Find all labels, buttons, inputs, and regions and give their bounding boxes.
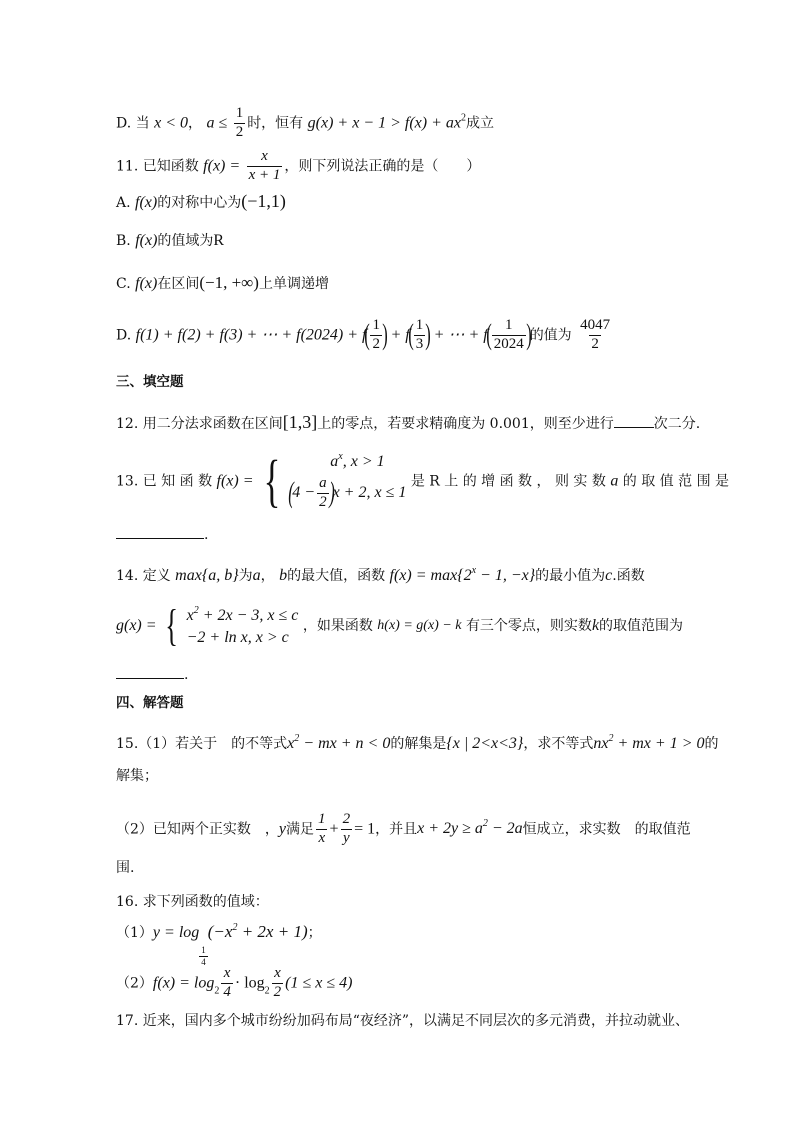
q16-part1 xyxy=(116,923,322,968)
math: (−1,1) xyxy=(241,191,286,211)
q12 xyxy=(116,413,700,431)
text: 是 R 上 的 增 函 数 ， 则 实 数 xyxy=(410,473,606,490)
math: c xyxy=(605,567,613,584)
fraction: $\frac{x}{4}$ xyxy=(223,965,231,1000)
math: (−1, +∞) xyxy=(199,273,259,292)
math: y = log xyxy=(152,924,200,941)
answer-blank[interactable] xyxy=(116,538,204,539)
fraction: $\frac{1}{3}$ xyxy=(415,317,424,352)
section-heading-solve: 四、解答题 xyxy=(116,695,184,711)
text: ， xyxy=(260,568,275,584)
text: 的最小值为 xyxy=(535,568,606,584)
math: · log xyxy=(234,974,265,992)
left-brace: { xyxy=(165,601,178,650)
text: .函数 xyxy=(612,568,645,584)
math: g(x) = xyxy=(116,617,157,634)
fraction: $\frac{x}{2}$ xyxy=(273,965,282,1000)
text: 13. 已 知 函 数 xyxy=(116,473,213,490)
math: x < 0 xyxy=(154,114,188,132)
q15-part2: （2）已知两个正实数 ，y满足 $\frac{1}{x}$ + $\frac{2}{y}$ = 1，并且$x + 2y \ge a^2 - 2a$恒成立，求实数 的取值范 xyxy=(116,811,691,846)
q14-line1 xyxy=(116,566,645,584)
fraction: $\frac{1}{2}$ xyxy=(235,105,244,140)
option-label: B. xyxy=(116,233,131,249)
math: g(x) + x − 1 > f(x) + ax xyxy=(307,114,461,132)
fraction: $\frac{1}{2024}$ xyxy=(493,317,524,352)
math: a xyxy=(610,472,619,490)
log-base: 2 xyxy=(214,985,220,997)
text: 的解集是 xyxy=(390,736,447,752)
math: h(x) = g(x) − k xyxy=(377,618,462,633)
math: a ≤ xyxy=(206,114,228,132)
math: f(1) + f(2) + f(3) + ⋯ + f(2024) + f xyxy=(135,326,367,344)
q11-option-d: D. f(1) + f(2) + f(3) + ⋯ + f(2024) + f( $\frac{1}{2}$ ) + f( $\frac{1}{3}$ ) + ⋯ + f( $\frac{1}{2024}$ )的值为 $\frac{4047}{2}$ xyxy=(116,317,611,352)
math: + ⋯ + f xyxy=(433,326,488,344)
q14-answer-line xyxy=(116,668,188,682)
math: {$2^x - 1$, −x} xyxy=(457,565,536,584)
text: . xyxy=(184,667,189,683)
math: [1,3] xyxy=(282,412,318,432)
text: ， xyxy=(188,115,202,132)
section-heading-fill-blank: 三、填空题 xyxy=(116,374,184,390)
text: （2）已知两个正实数 ， xyxy=(116,821,279,838)
text: 恒成立，求实数 的取值范 xyxy=(522,821,691,838)
math: $(-x^2 + 2x + 1)$ xyxy=(207,922,308,941)
q13 xyxy=(116,448,730,514)
math: $nx^2$ + mx + 1 > 0 xyxy=(593,733,705,752)
text: ，求不等式 xyxy=(523,736,594,752)
answer-blank[interactable] xyxy=(614,427,654,428)
text: （2） xyxy=(116,975,153,992)
text: 有三个零点，则实数 xyxy=(465,618,592,634)
text: 次二分. xyxy=(653,416,701,432)
math: f(x) = xyxy=(216,472,254,490)
q15-part1-cont: 解集； xyxy=(116,768,158,784)
answer-blank[interactable] xyxy=(116,678,184,679)
math: k xyxy=(591,617,600,634)
text: 的对称中心为 xyxy=(157,195,242,211)
text: 15.（1）若关于 的不等式 xyxy=(116,736,288,752)
exponent: 2 xyxy=(461,112,466,124)
text: 12. 用二分法求函数在区间 xyxy=(116,416,283,432)
text: 成立 xyxy=(466,115,494,132)
math: + f xyxy=(390,326,410,344)
math: $x + 2y \ge a^2 - 2a$ xyxy=(417,818,523,838)
math: f(x) xyxy=(135,232,158,249)
q16-stem: 16. 求下列函数的值域： xyxy=(116,894,269,910)
text: 时，恒有 xyxy=(247,115,304,132)
text: ，并且 xyxy=(375,821,418,838)
q11-option-b xyxy=(116,233,224,249)
math: max{a, b} xyxy=(175,567,239,584)
math: f(x) = log xyxy=(152,974,215,992)
text: 的值为 xyxy=(529,327,572,344)
math: {x | 2<x<3} xyxy=(446,735,524,752)
option-label: C. xyxy=(116,276,131,292)
q14-line2 xyxy=(116,601,684,650)
math: f(x) = max xyxy=(389,567,458,584)
math: b xyxy=(279,567,288,584)
text: ，则下列说法正确的是（ ） xyxy=(284,158,481,175)
text: 满足 xyxy=(286,821,315,838)
q10-option-d xyxy=(116,106,494,141)
text: 的 xyxy=(704,736,719,752)
log-base: 2 xyxy=(264,985,270,997)
text: D. 当 xyxy=(116,115,150,132)
q11-option-c xyxy=(116,274,329,292)
text: 的值域为 xyxy=(157,233,214,249)
fraction: $\frac{4047}{2}$ xyxy=(580,317,611,352)
piecewise-cases: $x^2 + 2x - 3$, x ≤ c −2 + ln x, x > c xyxy=(186,605,299,646)
option-label: D. xyxy=(116,327,132,344)
q11-stem xyxy=(116,149,480,184)
text: ，如果函数 xyxy=(302,618,373,634)
math: $x^2$ − mx + n < 0 xyxy=(287,733,391,752)
math: = 1 xyxy=(354,820,376,838)
math: f(x) = xyxy=(203,157,241,175)
text: 的 取 值 范 围 是 xyxy=(622,473,730,490)
fraction: $\frac{2}{y}$ xyxy=(342,811,351,846)
q17-stem: 17. 近来，国内多个城市纷纷加码布局“夜经济”，以满足不同层次的多元消费，并拉动就业、 xyxy=(116,1013,690,1029)
text: 上的零点，若要求精确度为 0.001，则至少进行 xyxy=(317,416,614,432)
q15-part1 xyxy=(116,734,718,752)
text: 为 xyxy=(238,568,253,584)
fraction: $\frac{x}{x + 1}$ xyxy=(248,148,281,183)
text: 上单调递增 xyxy=(258,276,329,292)
log-base: $\frac{1}{4}$ xyxy=(201,945,206,968)
fraction: $\frac{1}{2}$ xyxy=(372,317,380,352)
math: R xyxy=(213,232,225,249)
q15-part2-cont: 围. xyxy=(116,860,135,876)
math: f(x) xyxy=(135,275,158,292)
text: . xyxy=(204,527,209,543)
math: (1 ≤ x ≤ 4) xyxy=(285,974,353,992)
fraction: $\frac{1}{x}$ xyxy=(318,811,326,846)
math: f(x) xyxy=(135,194,158,211)
text: 14. 定义 xyxy=(116,568,171,584)
option-label: A. xyxy=(116,195,131,211)
math: a xyxy=(252,567,261,584)
text: 11. 已知函数 xyxy=(116,158,199,175)
text: （1） xyxy=(116,925,153,941)
text: 在区间 xyxy=(157,276,200,292)
q13-answer-line xyxy=(116,528,208,542)
piecewise-cases: $a^x$, x > 1 (4 − $\frac{a}{2}$ )x + 2, x ≤ 1 xyxy=(288,451,407,510)
text: 的取值范围为 xyxy=(599,618,684,634)
q16-part2 xyxy=(116,966,352,1001)
text: ； xyxy=(307,925,322,941)
q11-option-a xyxy=(116,192,286,211)
left-brace: { xyxy=(263,448,281,514)
math: y xyxy=(278,820,287,838)
text: 的最大值，函数 xyxy=(287,568,386,584)
